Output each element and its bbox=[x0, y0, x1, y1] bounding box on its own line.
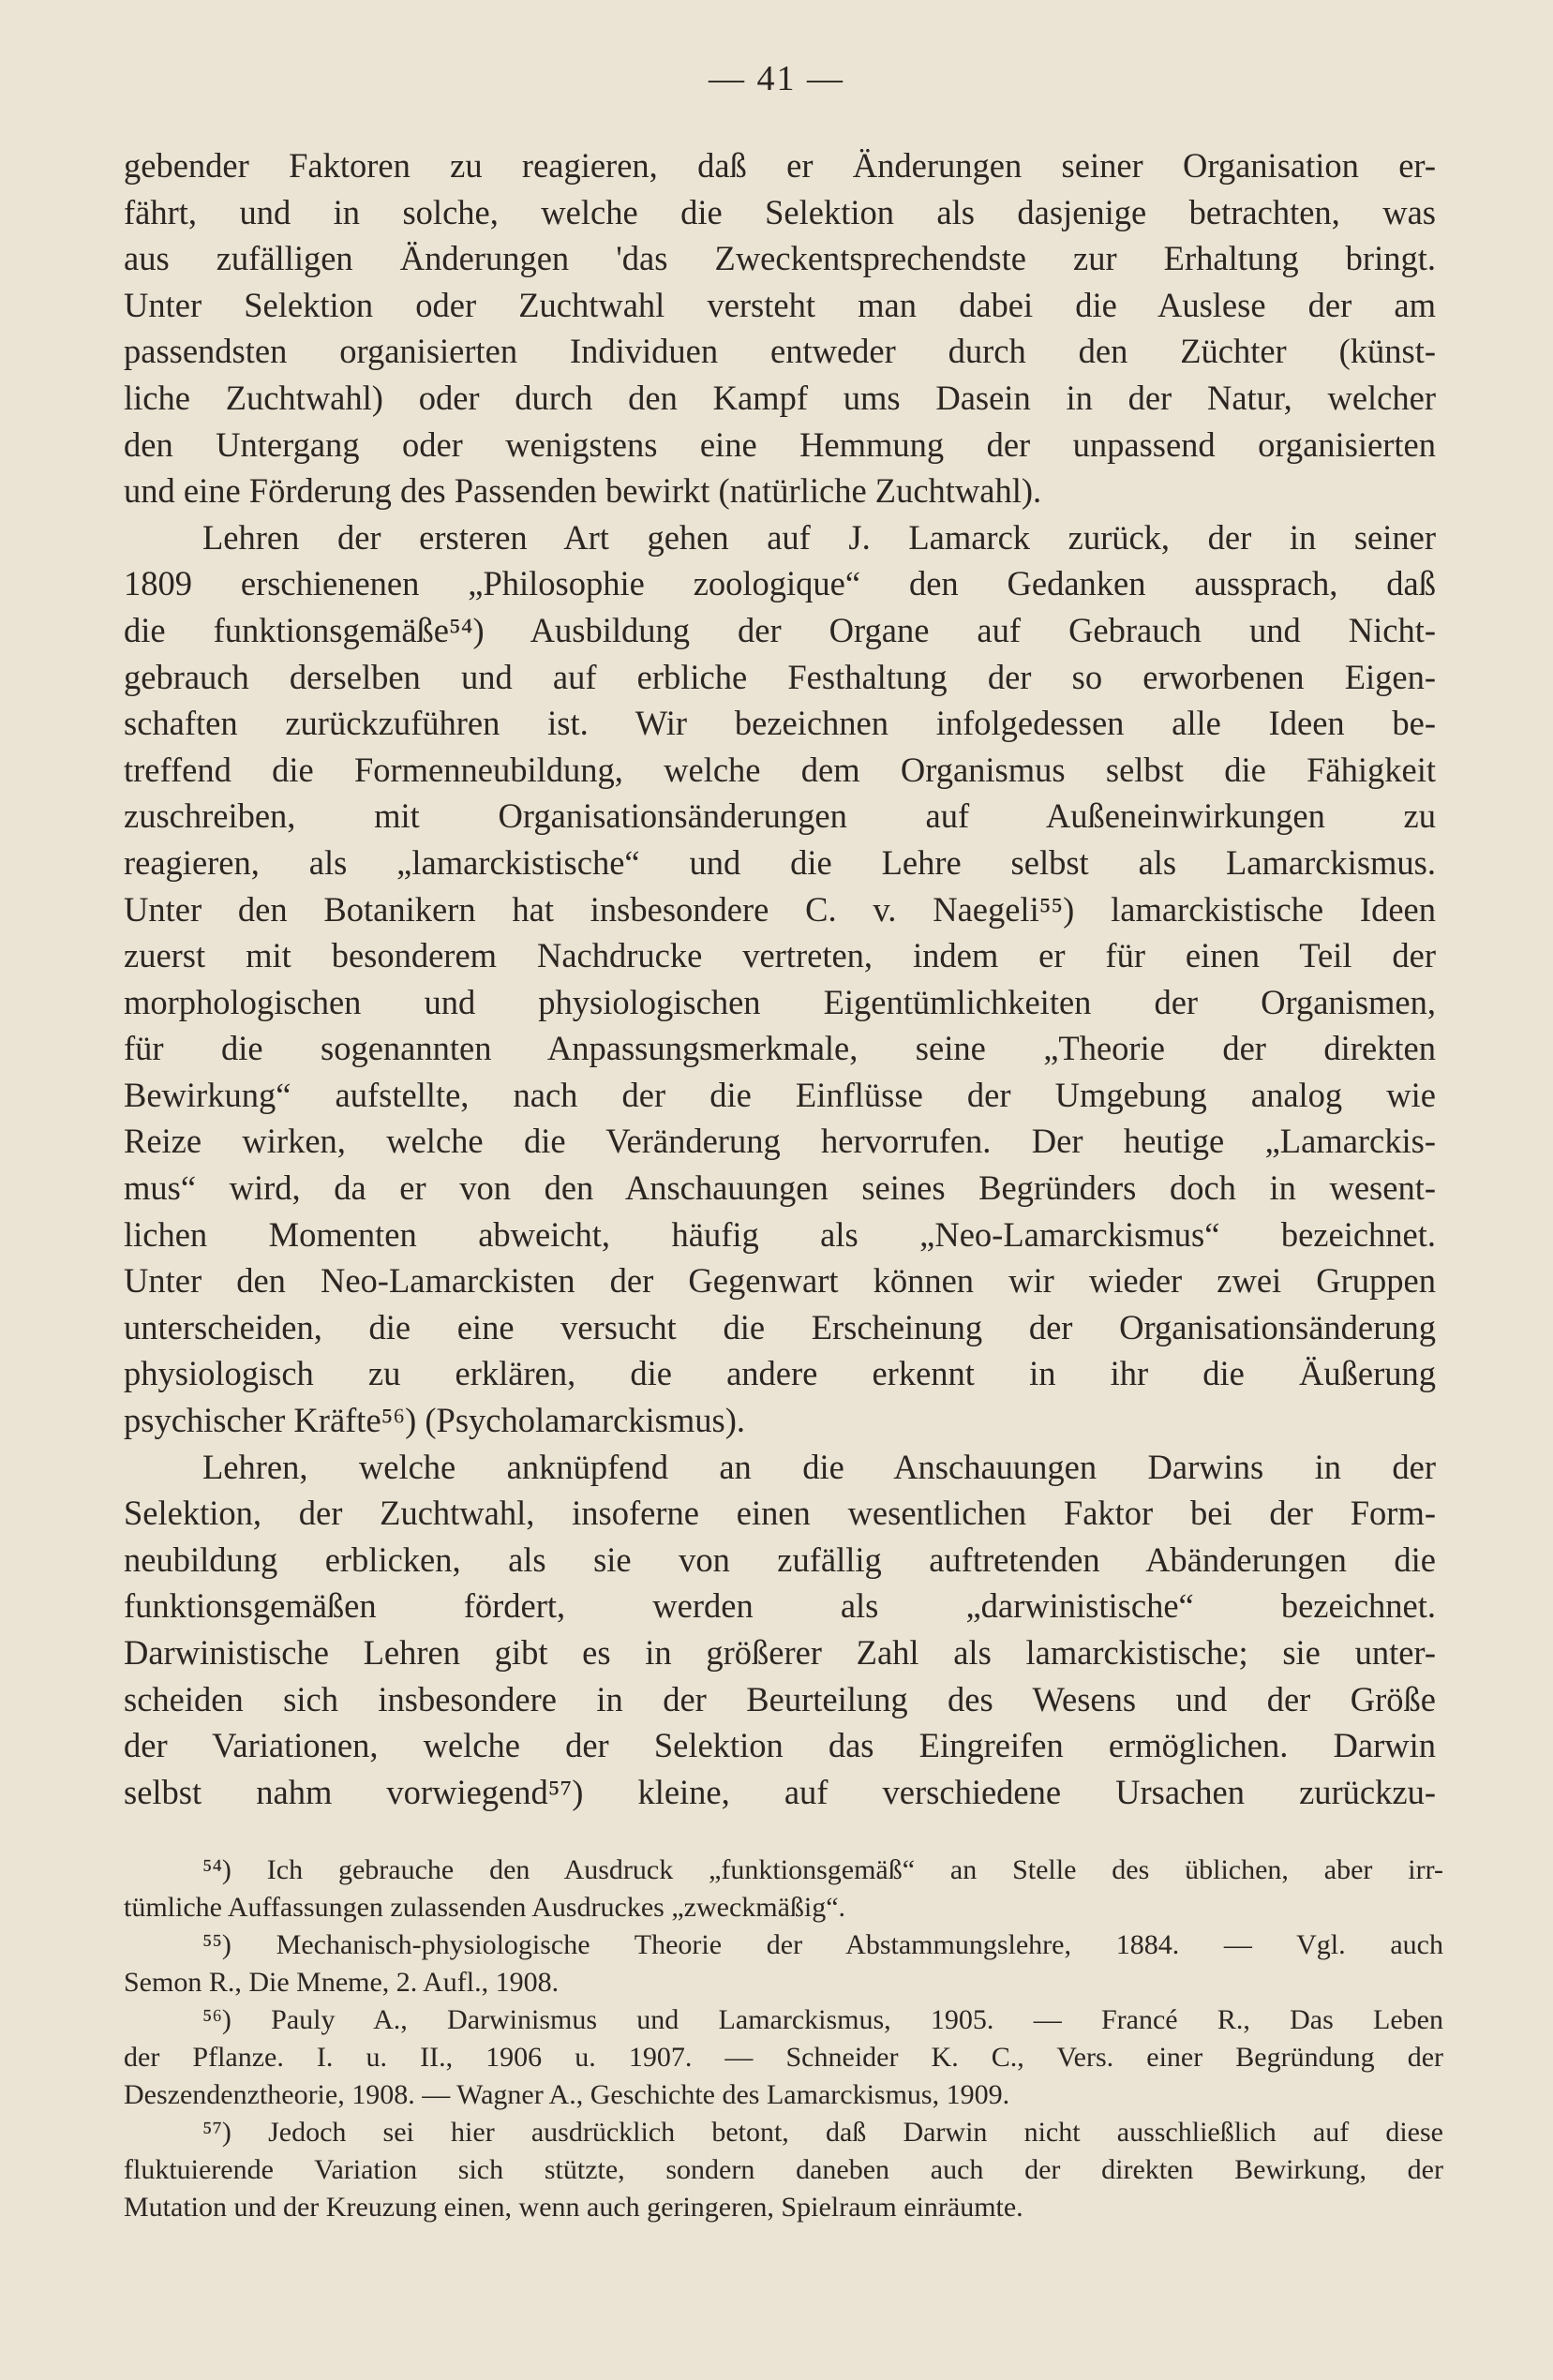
text-line: unterscheiden, die eine versucht die Erscheinung der Organisationsänderung bbox=[124, 1307, 1436, 1346]
text-line: gebrauch derselben und auf erbliche Festhaltung der so erworbenen Eigen- bbox=[124, 657, 1436, 696]
main-text-block bbox=[124, 142, 1436, 1815]
text-line: 1809 erschienenen „Philosophie zoologique“ den Gedanken aussprach, daß bbox=[124, 564, 1436, 603]
text-line: Lehren, welche anknüpfend an die Anschauungen Darwins in der bbox=[202, 1447, 1436, 1486]
page-number: — 41 — bbox=[709, 59, 844, 98]
footnote-line: Semon R., Die Mneme, 2. Aufl., 1908. bbox=[124, 1967, 560, 1998]
footnote-line: der Pflanze. I. u. II., 1906 u. 1907. — Schneider K. C., Vers. einer Begründung der bbox=[124, 2042, 1443, 2073]
footnote-line: fluktuierende Variation sich stützte, sondern daneben auch der direkten Bewirkung, der bbox=[124, 2154, 1443, 2185]
text-line: Unter den Neo-Lamarckisten der Gegenwart können wir wieder zwei Gruppen bbox=[124, 1261, 1436, 1301]
footnote-line: ⁵⁴) Ich gebrauche den Ausdruck „funktionsgemäß“ an Stelle des üblichen, aber irr- bbox=[202, 1854, 1443, 1885]
text-line: passendsten organisierten Individuen entweder durch den Züchter (künst- bbox=[124, 332, 1436, 371]
text-line: psychischer Kräfte⁵⁶) (Psycholamarckismus). bbox=[124, 1401, 745, 1440]
footnotes-block bbox=[124, 1852, 1443, 2226]
text-line: gebender Faktoren zu reagieren, daß er Änderungen seiner Organisation er- bbox=[124, 146, 1436, 185]
text-line: aus zufälligen Änderungen 'das Zweckentsprechendste zur Erhaltung bringt. bbox=[124, 239, 1436, 278]
text-line: Unter den Botanikern hat insbesondere C. v. Naegeli⁵⁵) lamarckistische Ideen bbox=[124, 889, 1436, 929]
text-line: zuerst mit besonderem Nachdrucke vertreten, indem er für einen Teil der bbox=[124, 936, 1436, 975]
text-line: Reize wirken, welche die Veränderung hervorrufen. Der heutige „Lamarckis- bbox=[124, 1122, 1436, 1161]
text-line: neubildung erblicken, als sie von zufällig auftretenden Abänderungen die bbox=[124, 1540, 1436, 1579]
footnote-line: tümliche Auffassungen zulassenden Ausdruckes „zweckmäßig“. bbox=[124, 1892, 846, 1923]
footnote-line: Mutation und der Kreuzung einen, wenn auch geringeren, Spielraum einräumte. bbox=[124, 2192, 1023, 2223]
text-line: den Untergang oder wenigstens eine Hemmung der unpassend organisierten bbox=[124, 424, 1436, 464]
footnote-line: Deszendenztheorie, 1908. — Wagner A., Geschichte des Lamarckismus, 1909. bbox=[124, 2079, 1010, 2110]
text-line: Unter Selektion oder Zuchtwahl versteht man dabei die Auslese der am bbox=[124, 285, 1436, 324]
text-line: Selektion, der Zuchtwahl, insoferne einen wesentlichen Faktor bei der Form- bbox=[124, 1494, 1436, 1533]
text-line: der Variationen, welche der Selektion das Eingreifen ermöglichen. Darwin bbox=[124, 1726, 1436, 1765]
text-line: physiologisch zu erklären, die andere erkennt in ihr die Äußerung bbox=[124, 1354, 1436, 1393]
text-line: lichen Momenten abweicht, häufig als „Neo-Lamarckismus“ bezeichnet. bbox=[124, 1214, 1436, 1254]
text-line: und eine Förderung des Passenden bewirkt (natürliche Zuchtwahl). bbox=[124, 471, 1042, 511]
text-line: schaften zurückzuführen ist. Wir bezeichnen infolgedessen alle Ideen be- bbox=[124, 704, 1436, 743]
text-line: funktionsgemäßen fördert, werden als „darwinistische“ bezeichnet. bbox=[124, 1586, 1436, 1626]
footnote-line: ⁵⁵) Mechanisch-physiologische Theorie der Abstammungslehre, 1884. — Vgl. auch bbox=[202, 1929, 1443, 1960]
text-line: für die sogenannten Anpassungsmerkmale, seine „Theorie der direkten bbox=[124, 1029, 1436, 1068]
text-line: selbst nahm vorwiegend⁵⁷) kleine, auf verschiedene Ursachen zurückzu- bbox=[124, 1772, 1436, 1811]
text-line: scheiden sich insbesondere in der Beurteilung des Wesens und der Größe bbox=[124, 1679, 1436, 1718]
text-line: Bewirkung“ aufstellte, nach der die Einflüsse der Umgebung analog wie bbox=[124, 1075, 1436, 1114]
text-line: zuschreiben, mit Organisationsänderungen auf Außeneinwirkungen zu bbox=[124, 796, 1436, 836]
footnote-line: ⁵⁶) Pauly A., Darwinismus und Lamarckismus, 1905. — Francé R., Das Leben bbox=[202, 2004, 1443, 2035]
text-line: fährt, und in solche, welche die Selektion als dasjenige betrachten, was bbox=[124, 192, 1436, 231]
text-line: morphologischen und physiologischen Eigentümlichkeiten der Organismen, bbox=[124, 982, 1436, 1021]
text-line: liche Zuchtwahl) oder durch den Kampf ums Dasein in der Natur, welcher bbox=[124, 378, 1436, 417]
text-line: treffend die Formenneubildung, welche dem Organismus selbst die Fähigkeit bbox=[124, 750, 1436, 789]
text-line: mus“ wird, da er von den Anschauungen seines Begründers doch in wesent- bbox=[124, 1168, 1436, 1208]
text-line: die funktionsgemäße⁵⁴) Ausbildung der Organe auf Gebrauch und Nicht- bbox=[124, 610, 1436, 649]
text-line: reagieren, als „lamarckistische“ und die Lehre selbst als Lamarckismus. bbox=[124, 842, 1436, 882]
text-line: Lehren der ersteren Art gehen auf J. Lamarck zurück, der in seiner bbox=[202, 517, 1436, 557]
footnote-line: ⁵⁷) Jedoch sei hier ausdrücklich betont, daß Darwin nicht ausschließlich auf diese bbox=[202, 2117, 1443, 2148]
text-line: Darwinistische Lehren gibt es in größerer Zahl als lamarckistische; sie unter- bbox=[124, 1633, 1436, 1672]
